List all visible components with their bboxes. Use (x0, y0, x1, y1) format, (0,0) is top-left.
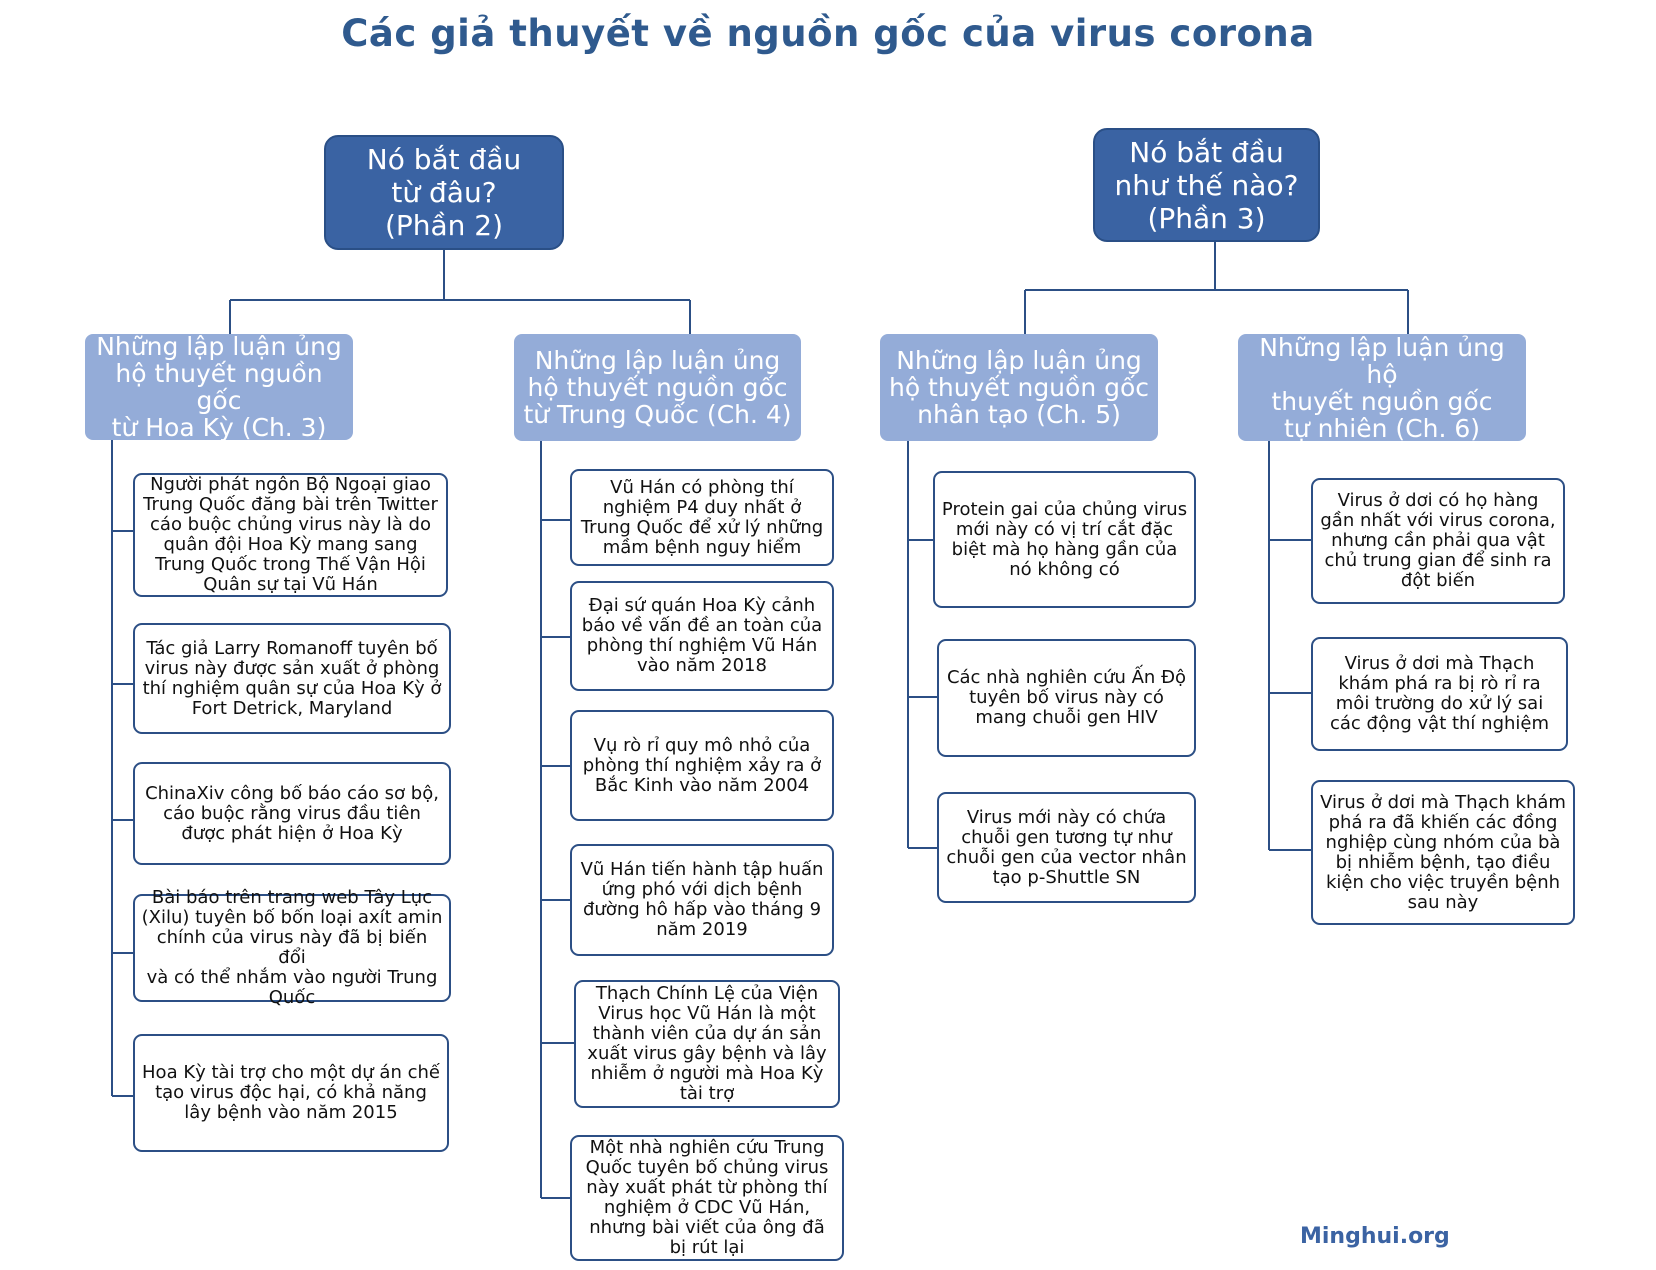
argument-line: báo về vấn đề an toàn của (581, 615, 823, 636)
argument-line: tuyên bố virus này có (969, 687, 1164, 708)
argument-line: Trung Quốc để xử lý những (580, 516, 824, 538)
argument-line: khám phá ra bị rò rỉ ra (1338, 673, 1541, 694)
argument-line: và có thể nhắm vào người Trung (146, 967, 438, 988)
root-line: Nó bắt đầu (366, 143, 522, 176)
argument-line: Một nhà nghiên cứu Trung (589, 1137, 825, 1158)
argument-line: Protein gai của chủng virus (941, 498, 1188, 520)
argument-line: mầm bệnh nguy hiểm (602, 536, 802, 558)
argument-line: Hoa Kỳ tài trợ cho một dự án chế (142, 1062, 440, 1083)
argument-box (133, 1034, 449, 1152)
category-line: hộ thuyết nguồn gốc (888, 373, 1150, 402)
argument-line: chính của virus này đã bị biến đổi (156, 927, 428, 968)
category-line: Những lập luận ủng (896, 346, 1142, 375)
argument-box (133, 887, 451, 1008)
argument-line: phòng thí nghiệm Vũ Hán (586, 635, 818, 656)
argument-line: chuỗi gen của vector nhân (946, 846, 1187, 868)
diagram-title: Các giả thuyết về nguồn gốc của virus corona (341, 12, 1315, 55)
argument-line: (Xilu) tuyên bố bốn loại axít amin (141, 907, 443, 928)
argument-line: virus này được sản xuất ở phòng (144, 657, 440, 679)
argument-line: nhiễm ở người mà Hoa Kỳ (590, 1063, 824, 1084)
argument-line: Virus ở dơi mà Thạch (1344, 653, 1535, 674)
argument-line: Fort Detrick, Maryland (191, 697, 393, 719)
argument-line: đường hô hấp vào tháng 9 (582, 899, 822, 920)
argument-line: Vụ rò rỉ quy mô nhỏ của (593, 734, 811, 756)
argument-box (570, 844, 834, 956)
argument-line: đột biến (1400, 570, 1476, 591)
argument-box (574, 980, 840, 1108)
argument-line: Quốc (268, 987, 316, 1008)
argument-box (133, 623, 451, 734)
root-node-where (324, 135, 564, 250)
argument-box (570, 469, 834, 566)
argument-line: Virus mới này có chứa (966, 806, 1167, 828)
argument-line: Virus ở dơi có họ hàng (1337, 490, 1539, 511)
argument-box (133, 762, 451, 865)
argument-line: nhưng cần phải qua vật (1331, 530, 1545, 551)
argument-line: Quân sự tại Vũ Hán (203, 574, 378, 595)
category-line: hộ thuyết nguồn gốc (115, 359, 323, 415)
category-line: thuyết nguồn gốc (1271, 386, 1493, 416)
argument-line: Quốc tuyên bố chủng virus (585, 1157, 829, 1178)
category-line: Những lập luận ủng hộ (1259, 332, 1505, 389)
argument-line: Thạch Chính Lệ của Viện (595, 983, 819, 1004)
argument-line: Trung Quốc đăng bài trên Twitter (143, 494, 438, 515)
root-line: (Phần 2) (384, 209, 504, 242)
argument-box (937, 639, 1196, 757)
category-artificial-origin (880, 334, 1158, 441)
argument-line: cáo buộc rằng virus đầu tiên (163, 802, 421, 824)
argument-line: Các nhà nghiên cứu Ấn Độ (946, 667, 1187, 688)
argument-box (933, 471, 1196, 608)
argument-line: Vũ Hán tiến hành tập huấn (580, 859, 824, 880)
source-watermark: Minghui.org (1300, 1224, 1450, 1249)
argument-line: ChinaXiv công bố báo cáo sơ bộ, (145, 782, 439, 804)
category-line: từ Trung Quốc (Ch. 4) (523, 400, 792, 429)
argument-line: phá ra đã khiến các đồng (1328, 811, 1558, 833)
argument-line: chủ trung gian để sinh ra (1324, 550, 1552, 571)
category-china-origin (514, 334, 801, 441)
argument-line: các động vật thí nghiệm (1329, 713, 1550, 734)
argument-line: tài trợ (679, 1083, 735, 1104)
argument-line: phòng thí nghiệm xảy ra ở (582, 754, 822, 776)
argument-line: chuỗi gen tương tự như (961, 826, 1172, 848)
argument-line: nó không có (1009, 558, 1120, 580)
argument-line: lây bệnh vào năm 2015 (184, 1102, 398, 1123)
argument-line: nghiệp cùng nhóm của bà (1325, 831, 1561, 853)
argument-line: ứng phó với dịch bệnh (601, 879, 803, 900)
argument-box (1311, 637, 1568, 751)
argument-line: Tác giả Larry Romanoff tuyên bố (146, 637, 438, 659)
category-us-origin (85, 334, 353, 440)
root-line: (Phần 3) (1147, 201, 1266, 235)
argument-box (133, 473, 448, 597)
category-line: nhân tạo (Ch. 5) (917, 400, 1121, 429)
argument-line: Người phát ngôn Bộ Ngoại giao (150, 474, 431, 495)
root-node-how (1093, 128, 1320, 242)
argument-line: sau này (1407, 891, 1479, 913)
argument-line: năm 2019 (656, 919, 748, 940)
argument-line: này xuất phát từ phòng thí (586, 1177, 828, 1198)
argument-line: Vũ Hán có phòng thí (610, 476, 794, 498)
argument-line: quân đội Hoa Kỳ mang sang (163, 534, 418, 555)
category-natural-origin (1238, 334, 1526, 441)
argument-line: thành viên của dự án sản (592, 1023, 822, 1044)
category-line: tự nhiên (Ch. 6) (1283, 413, 1480, 443)
root-line: từ đâu? (391, 176, 497, 209)
argument-line: cáo buộc chủng virus này là do (150, 514, 431, 535)
argument-line: Trung Quốc trong Thế Vận Hội (155, 554, 426, 575)
argument-line: nghiệm P4 duy nhất ở (602, 496, 802, 518)
argument-line: kiện cho việc truyền bệnh (1325, 871, 1561, 893)
argument-line: nghiệm ở CDC Vũ Hán, (603, 1197, 811, 1218)
argument-line: được phát hiện ở Hoa Kỳ (181, 822, 403, 844)
argument-line: Bắc Kinh vào năm 2004 (594, 774, 810, 796)
argument-line: bị rút lại (669, 1237, 745, 1258)
root-line: Nó bắt đầu (1129, 135, 1284, 169)
category-line: từ Hoa Kỳ (Ch. 3) (111, 413, 327, 442)
category-line: Những lập luận ủng (534, 346, 781, 375)
argument-line: xuất virus gây bệnh và lây (587, 1043, 827, 1064)
argument-line: thí nghiệm quân sự của Hoa Kỳ ở (142, 677, 442, 699)
argument-line: môi trường do xử lý sai (1335, 693, 1544, 714)
category-line: Những lập luận ủng (96, 332, 342, 361)
argument-box (1311, 478, 1565, 604)
root-line: như thế nào? (1114, 168, 1299, 202)
argument-line: gần nhất với virus corona, (1320, 510, 1556, 531)
argument-line: Virus ở dơi mà Thạch khám (1320, 791, 1566, 813)
argument-line: biệt mà họ hàng gần của (951, 538, 1178, 560)
argument-line: Đại sứ quán Hoa Kỳ cảnh (588, 595, 816, 616)
argument-line: bị nhiễm bệnh, tạo điều (1335, 851, 1551, 873)
argument-box (1311, 780, 1575, 925)
argument-box (570, 1135, 844, 1261)
argument-line: tạo p-Shuttle SN (992, 866, 1141, 888)
argument-box (570, 581, 834, 691)
argument-line: Bài báo trên trang web Tây Lục (151, 887, 433, 908)
argument-line: tạo virus độc hại, có khả năng (155, 1082, 427, 1103)
argument-box (570, 710, 834, 821)
argument-line: vào năm 2018 (637, 655, 767, 676)
argument-box (937, 792, 1196, 903)
argument-line: nhưng bài viết của ông đã (589, 1217, 825, 1238)
argument-line: Virus học Vũ Hán là một (598, 1003, 816, 1024)
category-line: hộ thuyết nguồn gốc (527, 373, 788, 402)
argument-line: mới này có vị trí cắt đặc (955, 518, 1174, 540)
argument-line: mang chuỗi gen HIV (975, 707, 1158, 728)
